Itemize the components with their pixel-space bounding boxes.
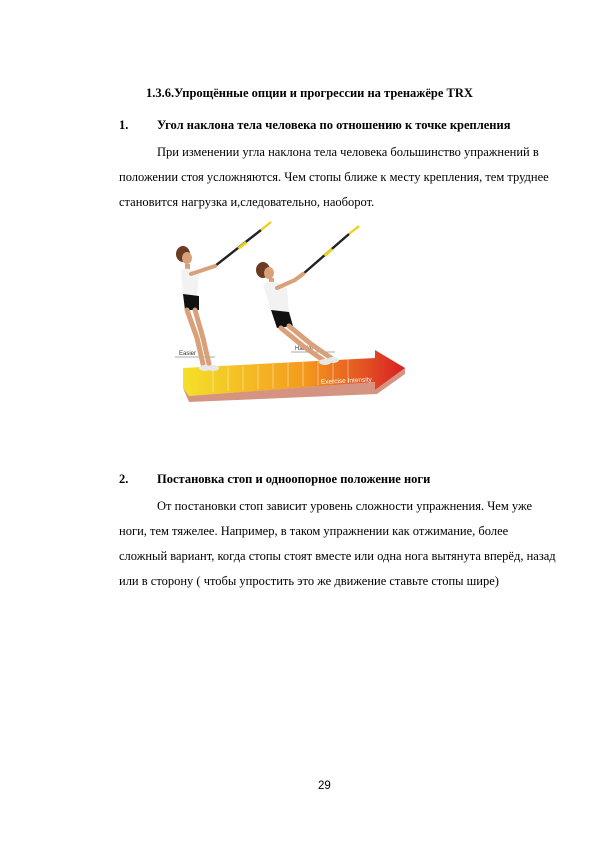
- easier-label: Easier: [179, 351, 197, 357]
- trx-strap-2: [303, 226, 359, 274]
- trx-strap-1: [215, 222, 271, 266]
- section-title: 1.3.6.Упрощённые опции и прогрессии на тренажёре TRX: [146, 86, 473, 100]
- item-1-heading: Угол наклона тела человека по отношению к точке крепления: [157, 118, 511, 132]
- item-1-number: 1.: [119, 118, 129, 132]
- item-1-paragraph: При изменении угла наклона тела человека большинство упражнений в положении стоя усложняются. Чем стопы ближе к месту крепления, тем труднее становится нагрузка и,следовательно, наоборот.: [119, 145, 549, 209]
- intensity-arrow: [183, 350, 405, 402]
- item-2-number: 2.: [119, 472, 129, 486]
- page-number: 29: [318, 780, 331, 792]
- harder-label: Harder: [295, 346, 314, 352]
- item-2-heading: Постановка стоп и одноопорное положение ноги: [157, 472, 431, 486]
- intensity-label: Exercise Intensity: [320, 376, 372, 386]
- trx-angle-illustration: [153, 218, 411, 410]
- item-2-paragraph: От постановки стоп зависит уровень сложности упражнения. Чем уже ноги, тем тяжелее. Например, в таком упражнении как отжимание, более сложный вариант, когда стопы стоят вместе или одна нога вытянута вперёд, назад или в сторону ( чтобы упростить это же движение ставьте стопы шире): [119, 499, 556, 588]
